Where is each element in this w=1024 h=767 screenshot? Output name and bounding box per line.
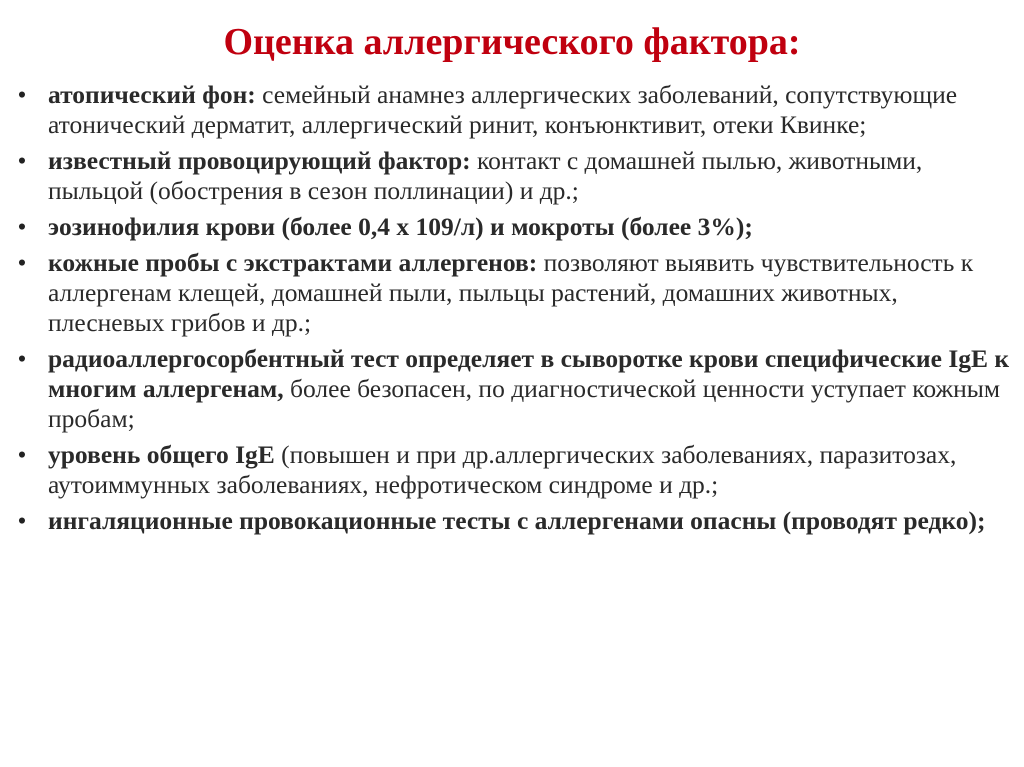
item-text: позволяют выявить чувствительность к аллергенам клещей, домашней пыли, пыльцы растений, домашних животных, плесневых грибов и др.; bbox=[48, 248, 974, 337]
list-item bbox=[10, 146, 1010, 206]
bullet-icon: • bbox=[17, 506, 27, 535]
item-text: более безопасен, по диагностической ценности уступает кожным пробам; bbox=[48, 374, 1000, 433]
list-item bbox=[10, 212, 1010, 242]
list-item bbox=[10, 506, 1010, 536]
item-bold-text: радиоаллергосорбентный тест определяет в сыворотке крови специфические IgE к многим аллергенам, bbox=[48, 344, 1010, 403]
item-bold-text: атопический фон: bbox=[48, 80, 256, 109]
list-item bbox=[10, 440, 1010, 500]
bullet-list bbox=[10, 80, 1010, 542]
list-item bbox=[10, 344, 1010, 434]
list-item bbox=[10, 80, 1010, 140]
bullet-icon: • bbox=[17, 146, 27, 175]
bullet-icon: • bbox=[17, 440, 27, 469]
item-bold-text: эозинофилия крови (более 0,4 х 109/л) и мокроты (более 3%); bbox=[48, 212, 753, 241]
bullet-icon: • bbox=[17, 248, 27, 277]
item-bold-text: ингаляционные провокационные тесты с аллергенами опасны (проводят редко); bbox=[48, 506, 986, 535]
list-item bbox=[10, 248, 1010, 338]
slide-title: Оценка аллергического фактора: bbox=[223, 21, 801, 63]
bullet-icon: • bbox=[17, 80, 27, 109]
item-bold-text: известный провоцирующий фактор: bbox=[48, 146, 471, 175]
item-text: контакт с домашней пылью, животными, пыльцой (обострения в сезон поллинации) и др.; bbox=[48, 146, 923, 205]
item-text: семейный анамнез аллергических заболеваний, сопутствующие атонический дерматит, аллергический ринит, конъюнктивит, отеки Квинке; bbox=[48, 80, 958, 139]
item-bold-text: кожные пробы с экстрактами аллергенов: bbox=[48, 248, 538, 277]
bullet-icon: • bbox=[17, 344, 27, 373]
item-text: (повышен и при др.аллергических заболеваниях, паразитозах, аутоиммунных заболеваниях, нефротическом синдроме и др.; bbox=[48, 440, 957, 499]
bullet-icon: • bbox=[17, 212, 27, 241]
item-bold-text: уровень общего IgE bbox=[48, 440, 275, 469]
